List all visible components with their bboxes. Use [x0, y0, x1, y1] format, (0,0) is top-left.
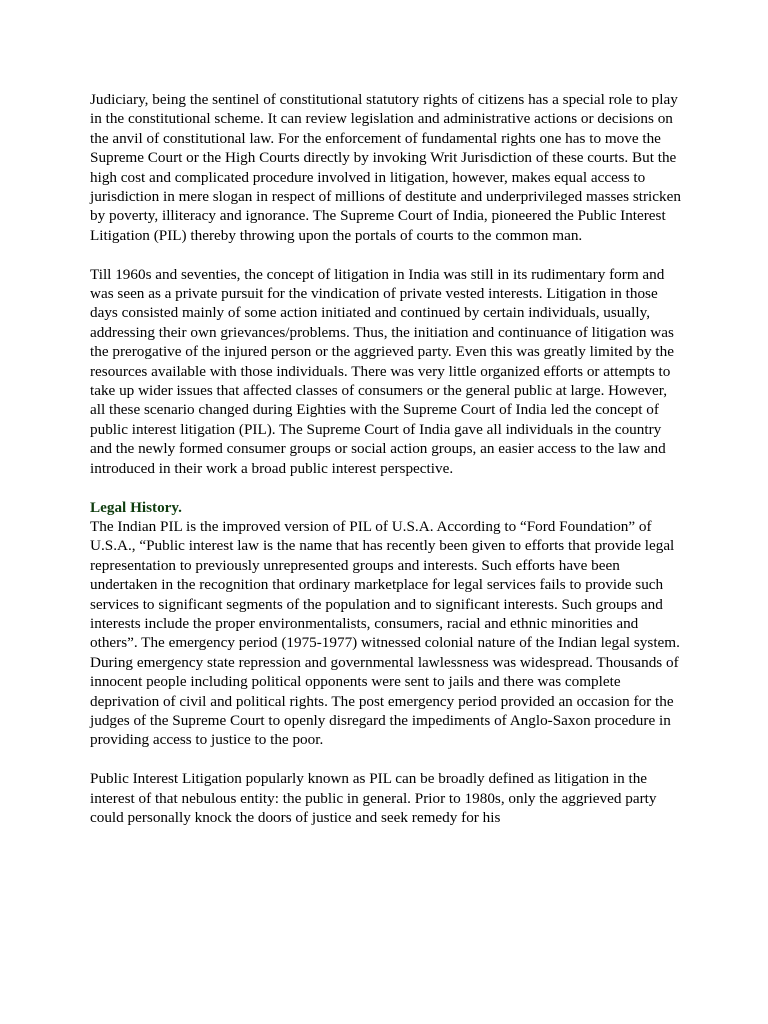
section-heading-legal-history: Legal History.: [90, 498, 182, 516]
paragraph-litigation-history: Till 1960s and seventies, the concept of litigation in India was still in its rudimentary form and was seen as a private pursuit for the vindication of private vested interests. Litigation in those days consisted mainly of some action initiated and continued by certain individuals, usually, addressing their own grievances/problems. Thus, the initiation and continuance of litigation was the prerogative of the injured person or the aggrieved party. Even this was greatly limited by the resources available with those individuals. There was very little organized efforts or attempts to take up wider issues that affected classes of consumers or the general public at large. However, all these scenario changed during Eighties with the Supreme Court of India led the concept of public interest litigation (PIL). The Supreme Court of India gave all individuals in the country and the newly formed consumer groups or social action groups, an easier access to the law and introduced in their work a broad public interest perspective.: [90, 265, 674, 477]
document-body: [90, 90, 682, 847]
paragraph-legal-history: The Indian PIL is the improved version of PIL of U.S.A. According to “Ford Foundation” of U.S.A., “Public interest law is the name that has recently been given to efforts that provide legal representation to previously unrepresented groups and interests. Such efforts have been undertaken in the recognition that ordinary marketplace for legal services fails to provide such services to significant segments of the population and to significant interests. Such groups and interests include the proper environmentalists, consumers, racial and ethnic minorities and others”. The emergency period (1975-1977) witnessed colonial nature of the Indian legal system. During emergency state repression and governmental lawlessness was widespread. Thousands of innocent people including political opponents were sent to jails and there was complete deprivation of civil and political rights. The post emergency period provided an occasion for the judges of the Supreme Court to openly disregard the impediments of Anglo-Saxon procedure in providing access to justice to the poor.: [90, 517, 680, 749]
paragraph-pil-definition: Public Interest Litigation popularly known as PIL can be broadly defined as litigation in the interest of that nebulous entity: the public in general. Prior to 1980s, only the aggrieved party could personally knock the doors of justice and seek remedy for his: [90, 770, 657, 826]
paragraph-judiciary: Judiciary, being the sentinel of constitutional statutory rights of citizens has a special role to play in the constitutional scheme. It can review legislation and administrative actions or decisions on the anvil of constitutional law. For the enforcement of fundamental rights one has to move the Supreme Court or the High Courts directly by invoking Writ Jurisdiction of these courts. But the high cost and complicated procedure involved in litigation, however, makes equal access to jurisdiction in mere slogan in respect of millions of destitute and underprivileged masses stricken by poverty, illiteracy and ignorance. The Supreme Court of India, pioneered the Public Interest Litigation (PIL) thereby throwing upon the portals of courts to the common man.: [90, 91, 681, 244]
